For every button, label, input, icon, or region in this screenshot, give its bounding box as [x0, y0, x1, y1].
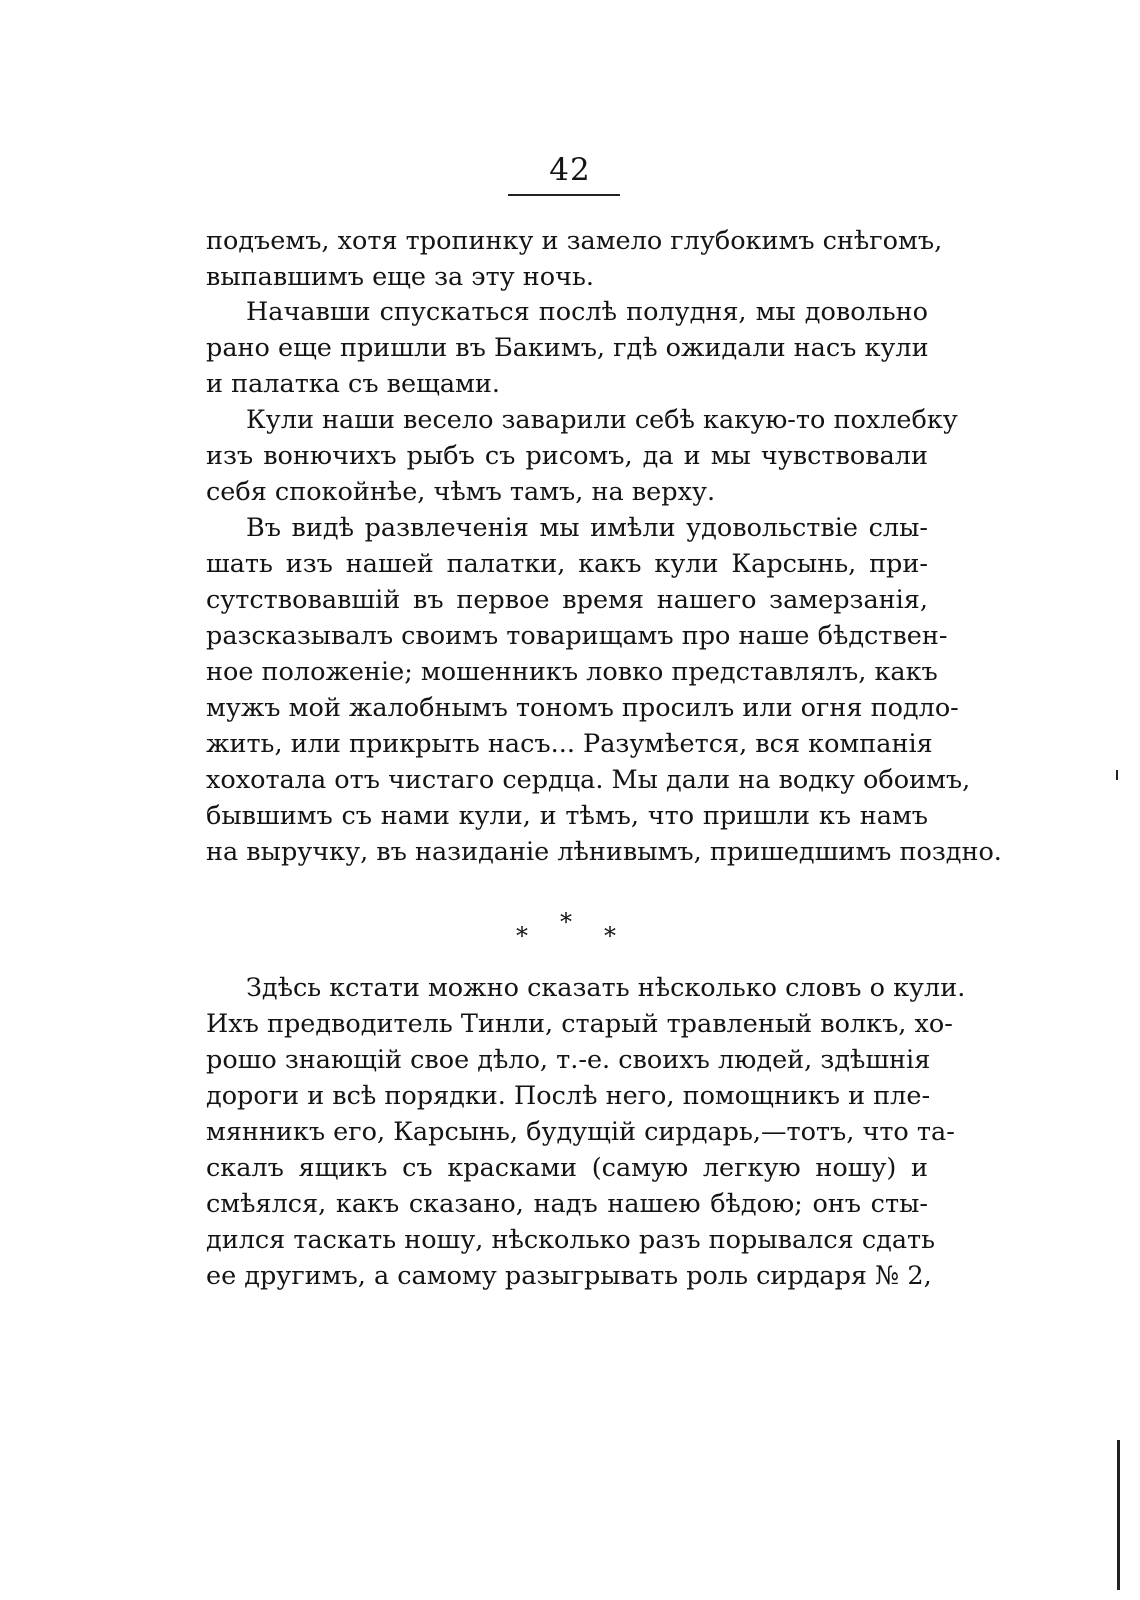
text-line: себя спокойнѣе, чѣмъ тамъ, на верху. [206, 477, 716, 507]
text-line: изъ вонючихъ рыбъ съ рисомъ, да и мы чувствовали [206, 441, 928, 471]
text-line: выпавшимъ еще за эту ночь. [206, 262, 594, 292]
text-line: и палатка съ вещами. [206, 369, 500, 399]
text-line: ее другимъ, а самому разыгрывать роль сирдаря № 2, [206, 1261, 932, 1291]
text-line: бывшимъ съ нами кули, и тѣмъ, что пришли къ намъ [206, 801, 928, 831]
text-line: дился таскать ношу, нѣсколько разъ порывался сдать [206, 1225, 936, 1255]
section-separator [0, 908, 1140, 948]
text-line: смѣялся, какъ сказано, надъ нашею бѣдою; онъ сты- [206, 1189, 928, 1219]
scan-edge-mark [1116, 770, 1118, 780]
text-line: жить, или прикрыть насъ... Разумѣется, вся компанія [206, 729, 933, 759]
separator-asterisk: * [560, 908, 572, 936]
text-line: подъемъ, хотя тропинку и замело глубокимъ снѣгомъ, [206, 226, 943, 256]
scan-edge-mark [1117, 1440, 1120, 1590]
separator-asterisk: * [516, 922, 528, 950]
text-line: мужъ мой жалобнымъ тономъ просилъ или огня подло- [206, 693, 959, 723]
page-number: 42 [549, 152, 591, 188]
text-line: Здѣсь кстати можно сказать нѣсколько словъ о кули. [246, 973, 966, 1003]
text-line: сутствовавшій въ первое время нашего замерзанія, [206, 585, 928, 615]
page-number-rule [508, 194, 620, 196]
text-line: скалъ ящикъ съ красками (самую легкую ношу) и [206, 1153, 928, 1183]
text-line: шать изъ нашей палатки, какъ кули Карсынь, при- [206, 549, 928, 579]
text-line: разсказывалъ своимъ товарищамъ про наше бѣдствен- [206, 621, 948, 651]
text-line: ное положеніе; мошенникъ ловко представлялъ, какъ [206, 657, 938, 687]
text-line: Ихъ предводитель Тинли, старый травленый волкъ, хо- [206, 1009, 953, 1039]
separator-asterisk: * [604, 922, 616, 950]
text-line: Кули наши весело заварили себѣ какую-то похлебку [246, 405, 958, 435]
text-line: Въ видѣ развлеченія мы имѣли удовольствіе слы- [246, 513, 928, 543]
text-line: рано еще пришли въ Бакимъ, гдѣ ожидали насъ кули [206, 333, 929, 363]
text-line: дороги и всѣ порядки. Послѣ него, помощникъ и пле- [206, 1081, 931, 1111]
text-line: мянникъ его, Карсынь, будущій сирдарь,—тотъ, что та- [206, 1117, 955, 1147]
text-line: на выручку, въ назиданіе лѣнивымъ, пришедшимъ поздно. [206, 837, 1002, 867]
text-line: Начавши спускаться послѣ полудня, мы довольно [246, 297, 928, 327]
text-line: хохотала отъ чистаго сердца. Мы дали на водку обоимъ, [206, 765, 971, 795]
text-line: рошо знающій свое дѣло, т.-е. своихъ людей, здѣшнія [206, 1045, 931, 1075]
